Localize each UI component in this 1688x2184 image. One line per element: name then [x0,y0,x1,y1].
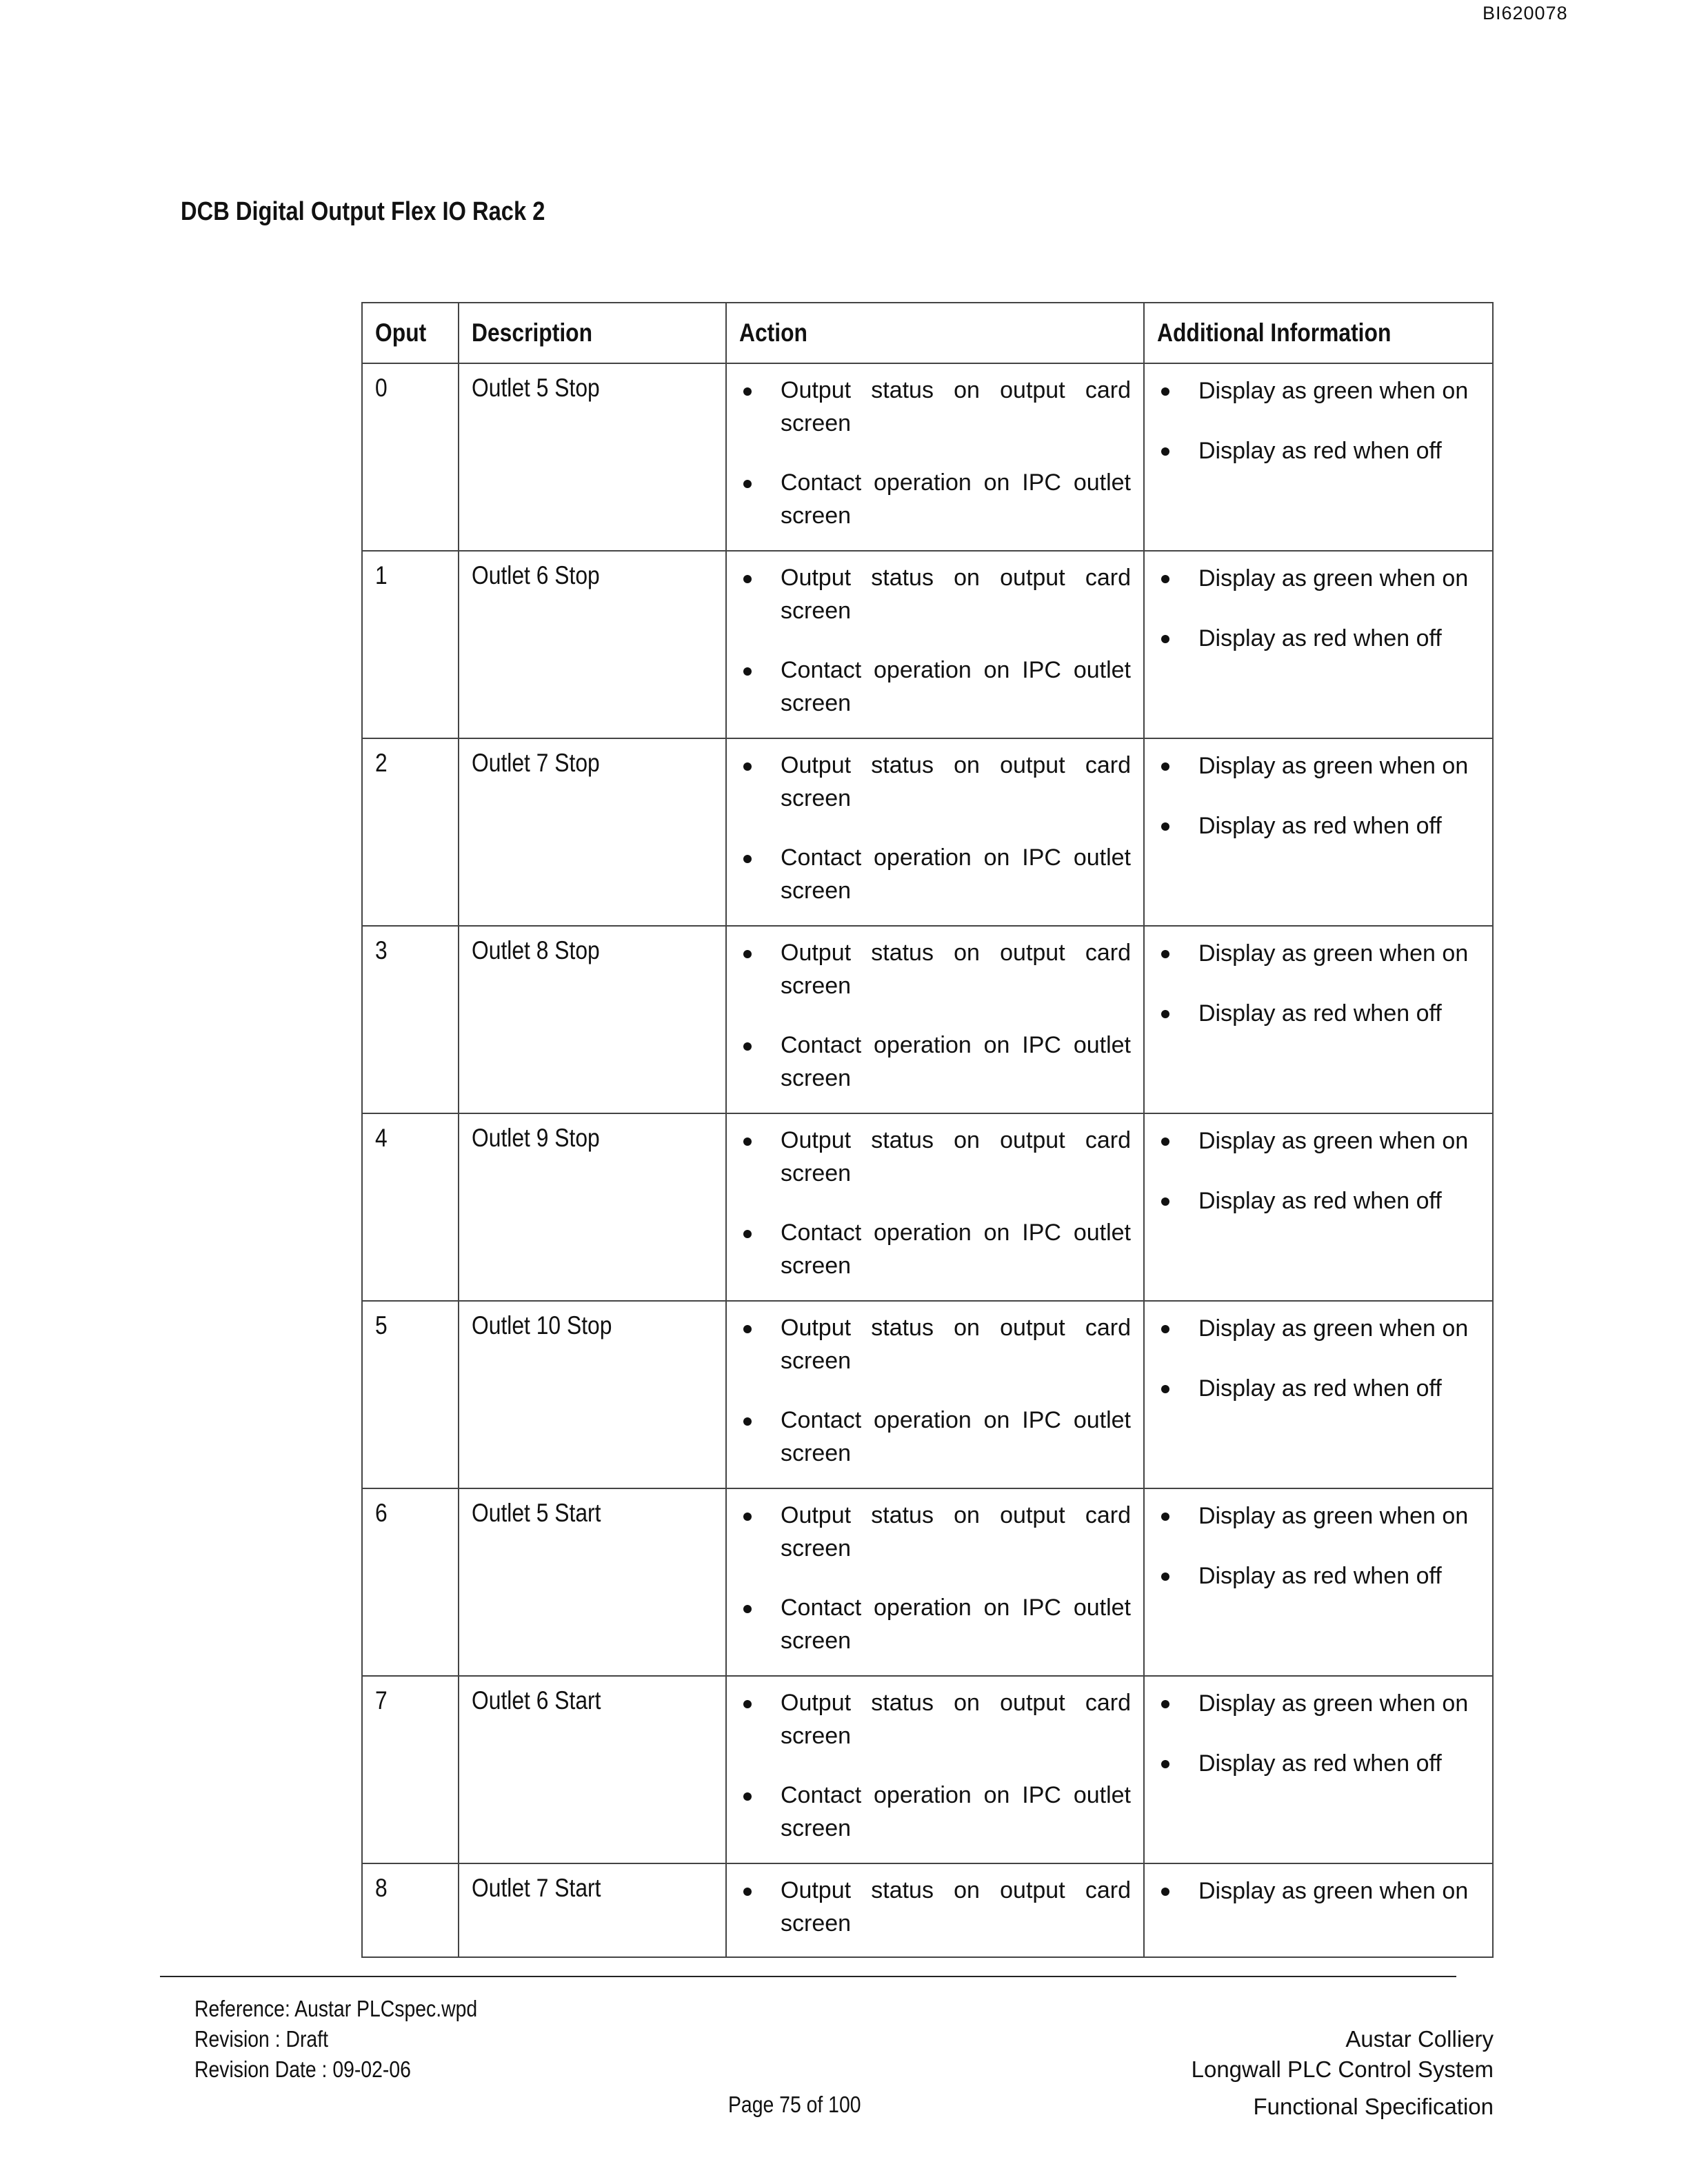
table-row [362,551,1493,738]
table-row [362,1676,1493,1863]
action-list [739,561,1131,720]
output-number: 1 [375,561,388,589]
header-action-label: Action [739,318,807,347]
description: Outlet 6 Start [472,1686,601,1715]
info-text: Display as red when off [1198,1188,1442,1214]
table-row [362,1301,1493,1488]
action-item [739,1874,1131,1940]
info-list [1157,374,1480,467]
info-text: Display as green when on [1198,1690,1469,1717]
action-item [739,1591,1131,1657]
table-row [362,1863,1493,1957]
table-row [362,363,1493,551]
action-list [739,1499,1131,1657]
output-number-cell [362,1676,459,1863]
table-body [362,363,1493,1957]
action-item [739,654,1131,720]
action-cell [726,1863,1144,1957]
description-cell [459,926,726,1113]
action-cell [726,1488,1144,1676]
additional-info-cell [1144,1488,1493,1676]
info-item [1157,621,1480,655]
action-item [739,936,1131,1002]
action-text: Contact operation on IPC outlet screen [781,1782,1131,1841]
additional-info-cell [1144,926,1493,1113]
info-list [1157,749,1480,842]
info-text: Display as red when off [1198,625,1442,651]
action-item [739,1686,1131,1752]
action-item [739,374,1131,440]
action-item [739,1029,1131,1095]
action-text: Output status on output card screen [781,940,1131,999]
info-item [1157,374,1480,407]
footer-system: Longwall PLC Control System [1191,2056,1494,2082]
description: Outlet 5 Start [472,1499,601,1527]
info-text: Display as green when on [1198,565,1469,592]
action-text: Output status on output card screen [781,1690,1131,1749]
output-number: 2 [375,749,388,777]
output-number-cell [362,1863,459,1957]
output-number-cell [362,926,459,1113]
info-item [1157,1499,1480,1533]
action-item [739,749,1131,815]
info-item [1157,1746,1480,1780]
info-item [1157,434,1480,467]
action-item [739,1499,1131,1565]
info-list [1157,1499,1480,1593]
header-output-label: Oput [375,318,427,347]
info-list [1157,1124,1480,1217]
action-item [739,561,1131,627]
info-text: Display as red when off [1198,1375,1442,1402]
description: Outlet 10 Stop [472,1311,612,1339]
footer-revision: Revision : Draft [194,2026,328,2052]
info-text: Display as green when on [1198,753,1469,779]
info-text: Display as green when on [1198,378,1469,404]
additional-info-cell [1144,363,1493,551]
info-text: Display as red when off [1198,438,1442,464]
header-info-label: Additional Information [1157,318,1391,347]
info-text: Display as green when on [1198,940,1469,967]
action-list [739,374,1131,532]
description: Outlet 7 Start [472,1874,601,1902]
output-number-cell [362,551,459,738]
info-list [1157,1874,1480,1908]
info-text: Display as red when off [1198,813,1442,839]
output-number-cell [362,738,459,926]
info-item [1157,1559,1480,1593]
info-item [1157,1686,1480,1720]
action-list [739,1686,1131,1845]
table-row [362,738,1493,926]
description: Outlet 7 Stop [472,749,600,777]
additional-info-cell [1144,1863,1493,1957]
info-item [1157,1371,1480,1405]
document-id: BI620078 [1483,3,1568,23]
action-text: Output status on output card screen [781,1127,1131,1186]
description-cell [459,738,726,926]
additional-info-cell [1144,551,1493,738]
action-list [739,1874,1131,1940]
description: Outlet 6 Stop [472,561,600,589]
info-text: Display as green when on [1198,1128,1469,1154]
info-item [1157,936,1480,970]
output-number-cell [362,1301,459,1488]
description: Outlet 5 Stop [472,374,600,402]
footer-reference: Reference: Austar PLCspec.wpd [194,1996,478,2021]
action-cell [726,926,1144,1113]
header-description [459,303,726,363]
description-cell [459,1676,726,1863]
info-item [1157,561,1480,595]
output-number-cell [362,1113,459,1301]
action-cell [726,1301,1144,1488]
info-item [1157,1874,1480,1908]
action-item [739,1404,1131,1470]
description-cell [459,1113,726,1301]
page-number-text: Page 75 of 100 [728,2092,861,2117]
info-item [1157,1311,1480,1345]
description-cell [459,1488,726,1676]
header-output [362,303,459,363]
action-cell [726,1113,1144,1301]
section-title: DCB Digital Output Flex IO Rack 2 [181,197,545,226]
action-cell [726,363,1144,551]
header-description-label: Description [472,318,593,347]
action-item [739,1311,1131,1377]
action-text: Contact operation on IPC outlet screen [781,1032,1131,1091]
table-header-row [362,303,1493,363]
action-text: Contact operation on IPC outlet screen [781,1220,1131,1279]
additional-info-cell [1144,1676,1493,1863]
action-text: Output status on output card screen [781,752,1131,811]
action-text: Contact operation on IPC outlet screen [781,845,1131,904]
page-number [728,2092,883,2118]
description-cell [459,1863,726,1957]
description-cell [459,1301,726,1488]
action-text: Contact operation on IPC outlet screen [781,657,1131,716]
action-text: Output status on output card screen [781,1877,1131,1937]
output-number: 6 [375,1499,388,1527]
action-text: Output status on output card screen [781,1315,1131,1374]
action-text: Output status on output card screen [781,565,1131,624]
action-text: Output status on output card screen [781,1502,1131,1561]
info-text: Display as green when on [1198,1315,1469,1342]
info-text: Display as red when off [1198,1000,1442,1027]
info-text: Display as green when on [1198,1878,1469,1904]
action-text: Contact operation on IPC outlet screen [781,1407,1131,1466]
action-text: Contact operation on IPC outlet screen [781,1595,1131,1654]
description-cell [459,551,726,738]
action-list [739,749,1131,907]
output-number: 0 [375,374,388,402]
info-list [1157,936,1480,1030]
output-number: 3 [375,936,388,964]
description: Outlet 8 Stop [472,936,600,964]
footer-company: Austar Colliery [1345,2026,1494,2052]
action-list [739,936,1131,1095]
output-number: 7 [375,1686,388,1715]
io-table [361,302,1494,1958]
output-number-cell [362,1488,459,1676]
info-text: Display as red when off [1198,1563,1442,1589]
action-cell [726,1676,1144,1863]
action-item [739,841,1131,907]
action-item [739,1216,1131,1282]
footer-doc-type: Functional Specification [1253,2094,1494,2119]
table-row [362,1113,1493,1301]
table-row [362,926,1493,1113]
info-list [1157,561,1480,655]
output-number: 4 [375,1124,388,1152]
footer-left [194,1994,523,2085]
action-item [739,1779,1131,1845]
description-cell [459,363,726,551]
footer-right [1192,2024,1494,2122]
info-item [1157,996,1480,1030]
action-text: Contact operation on IPC outlet screen [781,469,1131,529]
output-number-cell [362,363,459,551]
additional-info-cell [1144,738,1493,926]
info-text: Display as red when off [1198,1750,1442,1777]
action-cell [726,551,1144,738]
info-list [1157,1686,1480,1780]
info-item [1157,809,1480,842]
additional-info-cell [1144,1301,1493,1488]
header-additional-information [1144,303,1493,363]
action-text: Output status on output card screen [781,377,1131,436]
info-list [1157,1311,1480,1405]
action-item [739,1124,1131,1190]
action-item [739,466,1131,532]
action-list [739,1124,1131,1282]
output-number: 5 [375,1311,388,1339]
info-item [1157,749,1480,782]
footer-revision-date: Revision Date : 09-02-06 [194,2056,411,2082]
table-row [362,1488,1493,1676]
info-item [1157,1124,1480,1157]
info-item [1157,1184,1480,1217]
description: Outlet 9 Stop [472,1124,600,1152]
additional-info-cell [1144,1113,1493,1301]
action-cell [726,738,1144,926]
action-list [739,1311,1131,1470]
header-action [726,303,1144,363]
footer-divider [160,1976,1456,1977]
info-text: Display as green when on [1198,1503,1469,1529]
output-number: 8 [375,1874,388,1902]
